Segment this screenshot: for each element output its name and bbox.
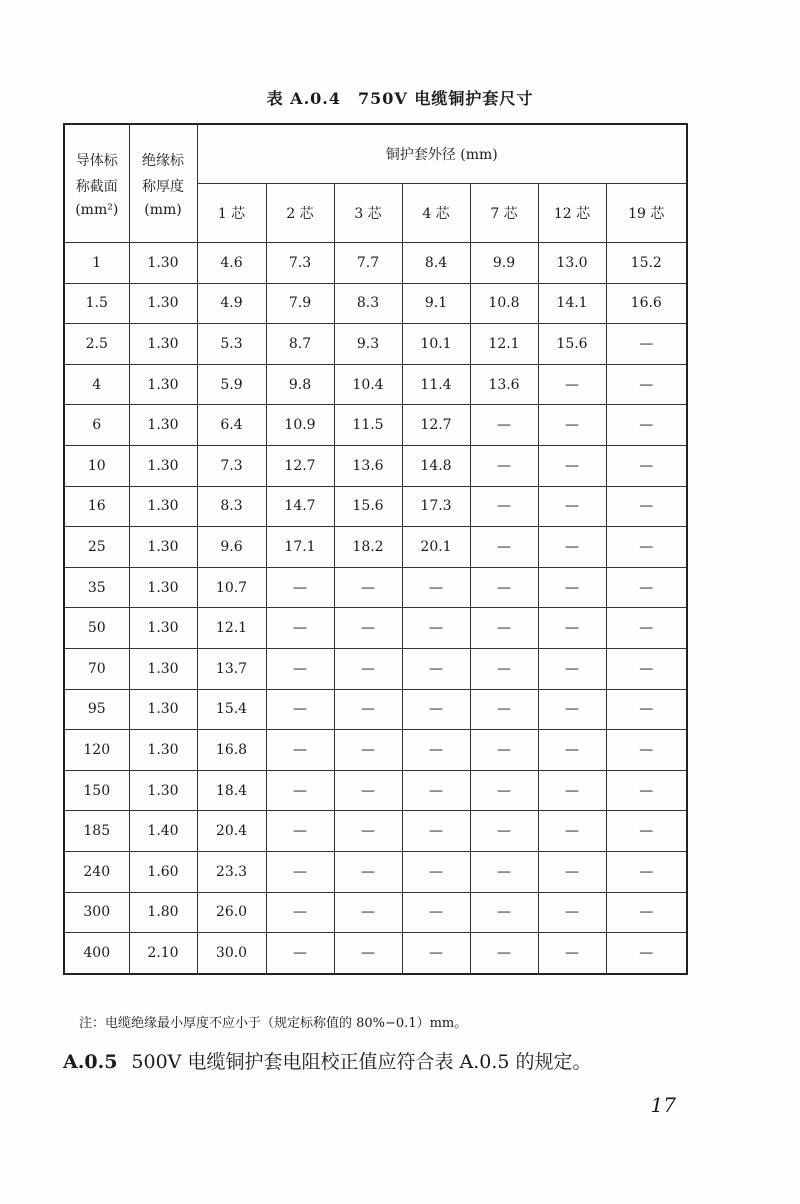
- table-cell: —: [334, 648, 402, 689]
- table-row: [64, 364, 687, 405]
- table-cell: —: [470, 445, 538, 486]
- table-cell: —: [402, 770, 470, 811]
- table-cell: —: [470, 730, 538, 771]
- header-core-count: 1 芯: [197, 184, 266, 243]
- table-row: [64, 243, 687, 284]
- table-cell: —: [538, 851, 606, 892]
- table-row: [64, 648, 687, 689]
- table-row: [64, 770, 687, 811]
- table-cell: 10.9: [266, 405, 334, 446]
- table-cell: 1.30: [129, 689, 197, 730]
- header-core-count: 4 芯: [402, 184, 470, 243]
- table-row: [64, 486, 687, 527]
- table-cell: 2.10: [129, 933, 197, 974]
- table-cell: 10.1: [402, 324, 470, 365]
- table-cell: —: [538, 608, 606, 649]
- table-cell: 1.30: [129, 445, 197, 486]
- table-row: [64, 567, 687, 608]
- table-cell: —: [606, 770, 687, 811]
- table-cell: —: [606, 324, 687, 365]
- table-cell: 150: [64, 770, 129, 811]
- table-cell: —: [334, 730, 402, 771]
- table-cell: 13.0: [538, 243, 606, 284]
- table-cell: 1.80: [129, 892, 197, 933]
- table-cell: 1.30: [129, 405, 197, 446]
- table-cell: 7.3: [266, 243, 334, 284]
- table-cell: 15.6: [538, 324, 606, 365]
- table-cell: 185: [64, 811, 129, 852]
- table-cell: 30.0: [197, 933, 266, 974]
- table-cell: —: [538, 689, 606, 730]
- table-row: [64, 892, 687, 933]
- table-row: [64, 811, 687, 852]
- table-cell: 20.1: [402, 527, 470, 568]
- table-cell: 120: [64, 730, 129, 771]
- table-cell: —: [266, 648, 334, 689]
- table-cell: 1.30: [129, 243, 197, 284]
- table-cell: —: [266, 689, 334, 730]
- header-line: 绝缘标: [142, 152, 184, 169]
- header-insulation-thickness: [129, 124, 197, 243]
- table-cell: —: [266, 567, 334, 608]
- table-cell: 9.6: [197, 527, 266, 568]
- header-core-count: 7 芯: [470, 184, 538, 243]
- clause-text: 500V 电缆铜护套电阻校正值应符合表 A.0.5 的规定。: [131, 1051, 592, 1073]
- table-cell: 8.3: [334, 283, 402, 324]
- header-core-count: 2 芯: [266, 184, 334, 243]
- table-cell: 8.4: [402, 243, 470, 284]
- copper-sheath-table: [63, 123, 688, 975]
- table-cell: —: [266, 730, 334, 771]
- table-cell: —: [606, 648, 687, 689]
- table-cell: 4.9: [197, 283, 266, 324]
- table-cell: 25: [64, 527, 129, 568]
- table-cell: 1: [64, 243, 129, 284]
- table-cell: —: [470, 567, 538, 608]
- table-cell: —: [606, 892, 687, 933]
- table-cell: —: [334, 608, 402, 649]
- table-cell: —: [538, 933, 606, 974]
- table-cell: 16.8: [197, 730, 266, 771]
- table-cell: 7.9: [266, 283, 334, 324]
- table-cell: 1.30: [129, 648, 197, 689]
- table-cell: 5.9: [197, 364, 266, 405]
- table-cell: 4: [64, 364, 129, 405]
- header-line: (mm²): [75, 201, 119, 218]
- table-cell: 9.8: [266, 364, 334, 405]
- table-cell: —: [606, 730, 687, 771]
- table-row: [64, 730, 687, 771]
- table-cell: 1.30: [129, 730, 197, 771]
- table-cell: —: [538, 405, 606, 446]
- table-cell: 1.30: [129, 527, 197, 568]
- header-core-count: 19 芯: [606, 184, 687, 243]
- table-cell: —: [470, 892, 538, 933]
- table-row: [64, 851, 687, 892]
- table-cell: 14.8: [402, 445, 470, 486]
- table-cell: 400: [64, 933, 129, 974]
- table-cell: —: [470, 648, 538, 689]
- table-cell: 14.7: [266, 486, 334, 527]
- table-cell: 17.3: [402, 486, 470, 527]
- table-cell: 15.4: [197, 689, 266, 730]
- table-cell: —: [606, 933, 687, 974]
- table-cell: 8.7: [266, 324, 334, 365]
- table-cell: 18.4: [197, 770, 266, 811]
- table-cell: 1.30: [129, 486, 197, 527]
- table-cell: 17.1: [266, 527, 334, 568]
- table-cell: 6: [64, 405, 129, 446]
- table-cell: —: [334, 567, 402, 608]
- table-cell: 11.4: [402, 364, 470, 405]
- table-cell: —: [606, 851, 687, 892]
- table-cell: 10.8: [470, 283, 538, 324]
- table-cell: —: [402, 648, 470, 689]
- table-cell: 23.3: [197, 851, 266, 892]
- table-cell: —: [538, 648, 606, 689]
- table-cell: 12.7: [266, 445, 334, 486]
- table-cell: —: [538, 527, 606, 568]
- table-cell: —: [470, 405, 538, 446]
- table-cell: —: [334, 689, 402, 730]
- table-cell: —: [606, 567, 687, 608]
- table-cell: —: [334, 811, 402, 852]
- table-cell: —: [470, 689, 538, 730]
- table-cell: —: [470, 608, 538, 649]
- table-cell: —: [402, 689, 470, 730]
- table-cell: —: [266, 770, 334, 811]
- table-cell: 13.7: [197, 648, 266, 689]
- table-cell: 26.0: [197, 892, 266, 933]
- table-cell: —: [606, 405, 687, 446]
- table-cell: 15.2: [606, 243, 687, 284]
- table-cell: 9.9: [470, 243, 538, 284]
- table-cell: —: [334, 892, 402, 933]
- table-cell: —: [538, 811, 606, 852]
- header-core-count: 3 芯: [334, 184, 402, 243]
- header-cross-section: [64, 124, 129, 243]
- table-cell: —: [606, 486, 687, 527]
- table-cell: —: [606, 811, 687, 852]
- table-cell: 9.1: [402, 283, 470, 324]
- table-cell: 16: [64, 486, 129, 527]
- table-cell: 20.4: [197, 811, 266, 852]
- table-cell: 12.1: [470, 324, 538, 365]
- table-cell: —: [606, 527, 687, 568]
- table-cell: —: [402, 892, 470, 933]
- table-cell: —: [538, 567, 606, 608]
- table-cell: 10.7: [197, 567, 266, 608]
- table-cell: 15.6: [334, 486, 402, 527]
- table-cell: —: [470, 770, 538, 811]
- table-title: 表 A.0.4 750V 电缆铜护套尺寸: [266, 89, 534, 108]
- table-cell: —: [606, 689, 687, 730]
- table-cell: 35: [64, 567, 129, 608]
- table-cell: —: [402, 730, 470, 771]
- table-cell: —: [538, 445, 606, 486]
- header-line: (mm): [144, 201, 182, 218]
- table-cell: —: [538, 770, 606, 811]
- table-cell: 18.2: [334, 527, 402, 568]
- table-cell: —: [266, 933, 334, 974]
- table-row: [64, 527, 687, 568]
- table-cell: —: [606, 364, 687, 405]
- table-cell: —: [334, 851, 402, 892]
- table-cell: —: [538, 730, 606, 771]
- table-cell: 1.30: [129, 364, 197, 405]
- table-cell: 7.3: [197, 445, 266, 486]
- table-cell: 1.5: [64, 283, 129, 324]
- table-cell: 9.3: [334, 324, 402, 365]
- table-cell: 10.4: [334, 364, 402, 405]
- table-row: [64, 445, 687, 486]
- header-core-count: 12 芯: [538, 184, 606, 243]
- table-cell: 300: [64, 892, 129, 933]
- table-cell: 16.6: [606, 283, 687, 324]
- table-cell: 1.30: [129, 770, 197, 811]
- table-cell: 70: [64, 648, 129, 689]
- table-cell: —: [266, 811, 334, 852]
- table-cell: 13.6: [470, 364, 538, 405]
- table-cell: 50: [64, 608, 129, 649]
- table-cell: 1.60: [129, 851, 197, 892]
- clause-number: A.0.5: [63, 1051, 118, 1073]
- table-cell: 95: [64, 689, 129, 730]
- clause-paragraph: [63, 1047, 592, 1074]
- table-cell: 1.30: [129, 608, 197, 649]
- table-note: 注：电缆绝缘最小厚度不应小于（规定标称值的 80%−0.1）mm。: [79, 1016, 468, 1031]
- table-cell: 1.30: [129, 283, 197, 324]
- table-cell: —: [266, 851, 334, 892]
- table-cell: —: [402, 608, 470, 649]
- table-cell: 7.7: [334, 243, 402, 284]
- table-cell: —: [538, 892, 606, 933]
- header-line: 称截面: [75, 178, 118, 195]
- table-cell: 6.4: [197, 405, 266, 446]
- table-cell: —: [334, 933, 402, 974]
- table-cell: —: [402, 933, 470, 974]
- table-cell: 10: [64, 445, 129, 486]
- table-row: [64, 933, 687, 974]
- table-cell: —: [402, 567, 470, 608]
- table-cell: —: [470, 527, 538, 568]
- header-outer-diameter: 铜护套外径 (mm): [197, 124, 687, 184]
- table-row: [64, 689, 687, 730]
- table-cell: 11.5: [334, 405, 402, 446]
- table-cell: 1.40: [129, 811, 197, 852]
- table-cell: —: [402, 851, 470, 892]
- table-cell: —: [538, 486, 606, 527]
- table-cell: 1.30: [129, 567, 197, 608]
- table-cell: —: [470, 851, 538, 892]
- table-cell: —: [470, 486, 538, 527]
- table-cell: —: [470, 811, 538, 852]
- table-row: [64, 283, 687, 324]
- table-row: [64, 405, 687, 446]
- table-cell: —: [606, 445, 687, 486]
- table-cell: —: [402, 811, 470, 852]
- table-cell: 1.30: [129, 324, 197, 365]
- table-cell: 14.1: [538, 283, 606, 324]
- table-row: [64, 324, 687, 365]
- table-cell: 12.7: [402, 405, 470, 446]
- table-cell: 4.6: [197, 243, 266, 284]
- table-cell: —: [470, 933, 538, 974]
- table-cell: 5.3: [197, 324, 266, 365]
- header-line: 导体标: [75, 152, 118, 169]
- header-line: 称厚度: [142, 178, 184, 195]
- table-cell: —: [606, 608, 687, 649]
- table-row: [64, 608, 687, 649]
- table-cell: 240: [64, 851, 129, 892]
- table-cell: —: [538, 364, 606, 405]
- table-cell: —: [266, 892, 334, 933]
- page-number: 17: [650, 1093, 676, 1117]
- table-cell: —: [334, 770, 402, 811]
- table-cell: 8.3: [197, 486, 266, 527]
- table-cell: 12.1: [197, 608, 266, 649]
- table-cell: 2.5: [64, 324, 129, 365]
- table-cell: 13.6: [334, 445, 402, 486]
- table-cell: —: [266, 608, 334, 649]
